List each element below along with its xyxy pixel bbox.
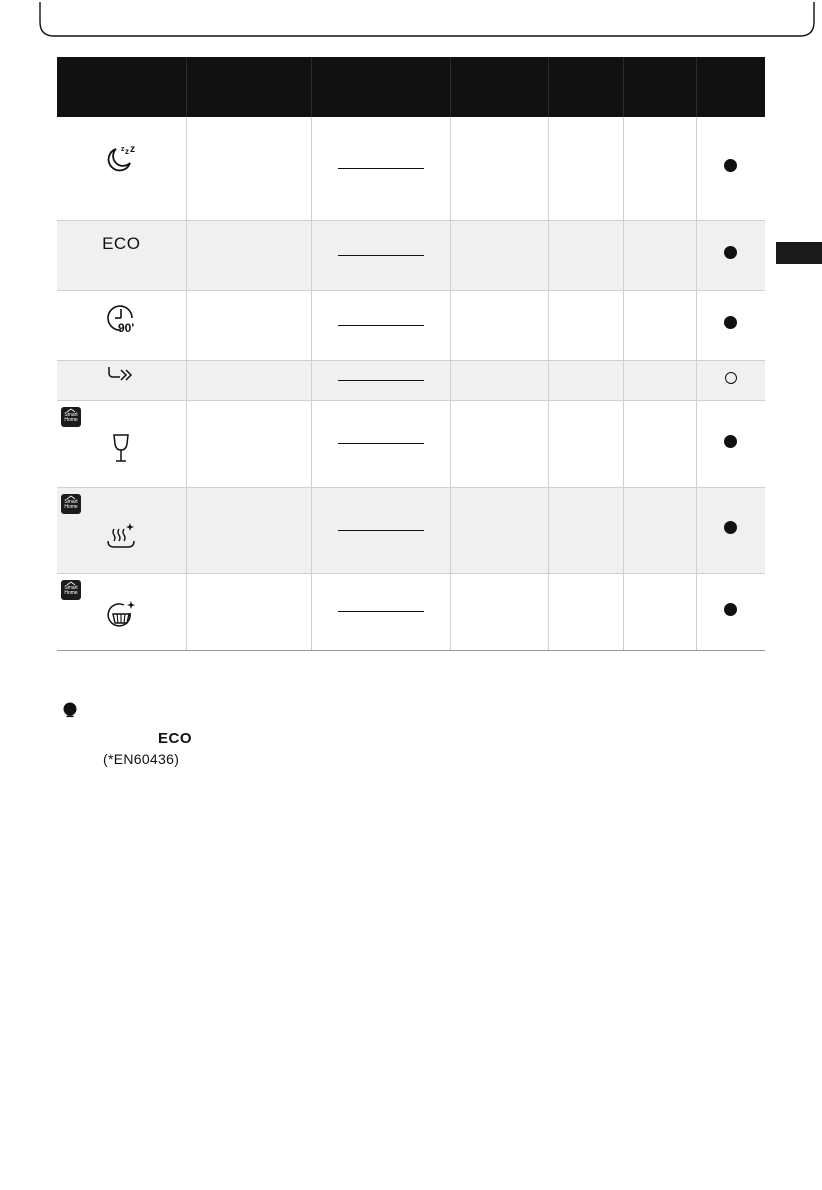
- note-standard-text: (*EN60436): [103, 751, 180, 767]
- table-cell: [548, 360, 623, 400]
- temperature-line: [338, 255, 424, 256]
- filled-dot-icon: [724, 246, 737, 259]
- table-cell: [623, 117, 696, 220]
- temperature-line: [338, 380, 424, 381]
- table-cell: [186, 117, 311, 220]
- table-cell: [548, 290, 623, 360]
- table-cell: [548, 220, 623, 290]
- header-cell-3: [311, 57, 450, 117]
- program-icon-cell: [57, 220, 186, 290]
- program-icon-cell: [57, 573, 186, 650]
- table-row: [57, 220, 765, 290]
- filled-dot-icon: [724, 159, 737, 172]
- table-cell: [450, 487, 548, 573]
- table-cell: [311, 573, 450, 650]
- eco-icon: ECO: [102, 233, 141, 253]
- smart-home-label: Home: [64, 589, 78, 596]
- table-header: [57, 57, 765, 117]
- smart-home-badge: [61, 580, 81, 600]
- table-cell: [696, 220, 765, 290]
- chapter-tab: [776, 242, 822, 264]
- program-icon-cell: [57, 290, 186, 360]
- header-cell-7: [696, 57, 765, 117]
- wine-glass-icon: [109, 432, 133, 466]
- table-cell: [311, 220, 450, 290]
- table-cell: [696, 400, 765, 487]
- temperature-line: [338, 530, 424, 531]
- table-row: [57, 573, 765, 650]
- table-row: [57, 400, 765, 487]
- filled-dot-icon: [724, 316, 737, 329]
- note-icon: [62, 702, 78, 718]
- table-cell: [450, 400, 548, 487]
- empty-dot-icon: [725, 372, 737, 384]
- header-cell-4: [450, 57, 548, 117]
- header-cell-2: [186, 57, 311, 117]
- program-icon-cell: [57, 487, 186, 573]
- quick-rinse-icon: [106, 364, 136, 384]
- table-cell: [450, 573, 548, 650]
- smart-home-label: Smart: [64, 411, 78, 418]
- temperature-line: [338, 443, 424, 444]
- table-cell: [186, 220, 311, 290]
- table-cell: [696, 573, 765, 650]
- smart-home-label: Home: [64, 503, 78, 510]
- table-cell: [311, 360, 450, 400]
- table-cell: [450, 290, 548, 360]
- table-row: [57, 117, 765, 220]
- basket-clean-icon: [104, 599, 138, 633]
- table-cell: [623, 360, 696, 400]
- table-cell: [311, 487, 450, 573]
- table-cell: [186, 360, 311, 400]
- table-cell: [548, 487, 623, 573]
- smart-home-badge: [61, 494, 81, 514]
- table-row: [57, 290, 765, 360]
- filled-dot-icon: [724, 603, 737, 616]
- svg-text:z: z: [125, 147, 130, 157]
- temperature-line: [338, 325, 424, 326]
- svg-text:90': 90': [118, 321, 135, 335]
- table-cell: [450, 360, 548, 400]
- table-cell: [696, 290, 765, 360]
- table-cell: [311, 400, 450, 487]
- header-cell-6: [623, 57, 696, 117]
- table-cell: [311, 290, 450, 360]
- table-cell: [623, 573, 696, 650]
- table-cell: [696, 487, 765, 573]
- table-cell: [623, 487, 696, 573]
- header-cell-5: [548, 57, 623, 117]
- table-cell: [623, 400, 696, 487]
- program-icon-cell: [57, 117, 186, 220]
- smart-home-badge: [61, 407, 81, 427]
- smart-home-label: Smart: [64, 584, 78, 591]
- program-icon-cell: [57, 360, 186, 400]
- header-cell-program: [57, 57, 186, 117]
- note-eco-label: ECO: [158, 730, 193, 747]
- table-cell: [450, 117, 548, 220]
- table-row: [57, 487, 765, 573]
- svg-text:z: z: [130, 144, 136, 156]
- table-row: [57, 360, 765, 400]
- temperature-line: [338, 611, 424, 612]
- svg-text:z: z: [121, 146, 125, 154]
- table-cell: [548, 117, 623, 220]
- smart-home-label: Smart: [64, 498, 78, 505]
- table-cell: [548, 400, 623, 487]
- filled-dot-icon: [724, 521, 737, 534]
- night-moon-icon: [104, 141, 138, 175]
- program-icon-cell: [57, 400, 186, 487]
- table-cell: [186, 400, 311, 487]
- program-table: [57, 57, 765, 651]
- table-cell: [186, 290, 311, 360]
- table-cell: [186, 573, 311, 650]
- table-cell: [623, 290, 696, 360]
- table-cell: [696, 360, 765, 400]
- table-cell: [311, 117, 450, 220]
- table-cell: [186, 487, 311, 573]
- timer-90-icon: [104, 301, 138, 335]
- temperature-line: [338, 168, 424, 169]
- smart-home-label: Home: [64, 416, 78, 423]
- table-cell: [450, 220, 548, 290]
- table-cell: [623, 220, 696, 290]
- crop-mark: [0, 0, 822, 40]
- filled-dot-icon: [724, 435, 737, 448]
- table-cell: [548, 573, 623, 650]
- steam-hygiene-icon: [104, 521, 138, 553]
- table-cell: [696, 117, 765, 220]
